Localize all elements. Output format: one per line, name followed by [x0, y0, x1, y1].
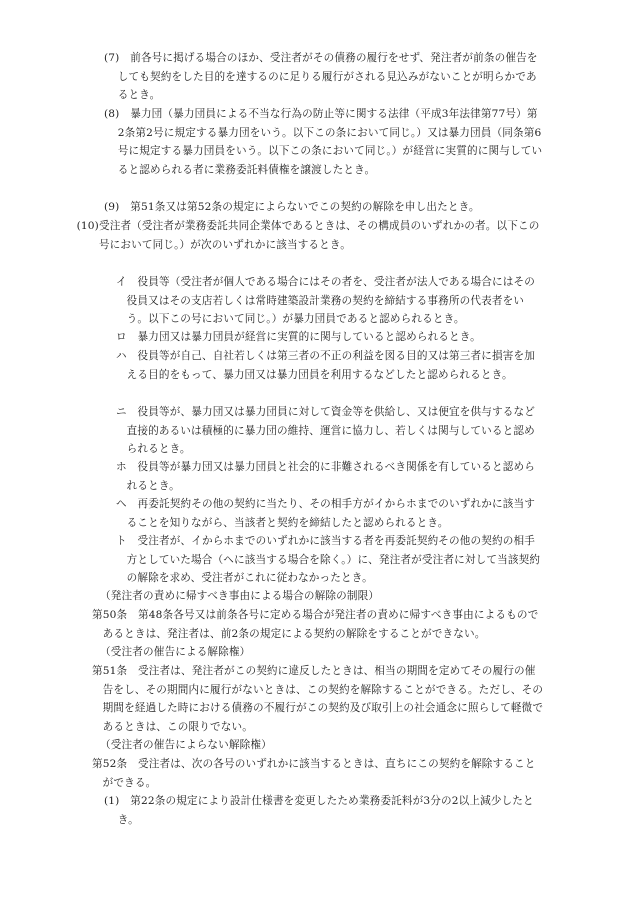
article-50-text: 第50条 第48条各号又は前条各号に定める場合が発注者の責めに帰すべき事由によるものであるときは、発注者は、前2条の規定による契約の解除をすることができない。: [92, 609, 539, 640]
article-52-text: 第52条 受注者は、次の各号のいずれかに該当するときは、直ちにこの契約を解除することができる。: [92, 758, 536, 789]
sub-item-to: ト 受注者が、イからホまでのいずれかに該当する者を再委託契約その他の契約の相手方としていた場合（ヘに該当する場合を除く。）に、発注者が受注者に対して当該契約の解除を求め、受注者がこれに従わなかったとき。: [116, 535, 541, 585]
list-item-9: (9) 第51条又は第52条の規定によらないでこの契約の解除を申し出たとき。: [104, 201, 480, 213]
article-51-heading: （受注者の催告による解除権）: [100, 646, 251, 658]
sub-item-ha: ハ 役員等が自己、自社若しくは第三者の不正の利益を図る目的又は第三者に損害を加える目的をもって、暴力団又は暴力団員を利用するなどしたと認められるとき。: [116, 350, 536, 381]
list-item-8: (8) 暴力団（暴力団員による不当な行為の防止等に関する法律（平成3年法律第77号）第2条第2号に規定する暴力団をいう。以下この条において同じ。）又は暴力団員（同条第6号に規定する暴力団員をいう。以下この条において同じ。）が経営に実質的に関与していると認められる者に業務委託料債権を譲渡したとき。: [104, 108, 543, 176]
list-item-10: (10)受注者（受注者が業務委託共同企業体であるときは、その構成員のいずれかの者。以下この号において同じ。）が次のいずれかに該当するとき。: [76, 220, 540, 251]
article-52-item-1: (1) 第22条の規定により設計仕様書を変更したため業務委託料が3分の2以上減少したとき。: [104, 795, 534, 826]
sub-item-i: イ 役員等（受注者が個人である場合にはその者を、受注者が法人である場合にはその役員又はその支店若しくは常時建築設計業務の契約を締結する事務所の代表者をいう。以下この号において同じ。）が暴力団員であると認められるとき。: [116, 276, 536, 326]
sub-item-ni: ニ 役員等が、暴力団又は暴力団員に対して資金等を供給し、又は便宜を供与するなど直接的あるいは積極的に暴力団の維持、運営に協力し、若しくは関与していると認められるとき。: [116, 406, 536, 456]
sub-item-ho: ホ 役員等が暴力団又は暴力団員と社会的に非難されるべき関係を有していると認められるとき。: [116, 461, 536, 492]
list-item-7: (7) 前各号に掲げる場合のほか、受注者がその債務の履行をせず、発注者が前条の催告をしても契約をした目的を達するのに足りる履行がされる見込みがないことが明らかであるとき。: [104, 52, 538, 102]
sub-item-he: ヘ 再委託契約その他の契約に当たり、その相手方がイからホまでのいずれかに該当することを知りながら、当該者と契約を締結したと認められるとき。: [116, 498, 536, 529]
sub-item-ro: ロ 暴力団又は暴力団員が経営に実質的に関与していると認められるとき。: [116, 331, 481, 343]
article-52-heading: （受注者の催告によらない解除権）: [100, 739, 272, 751]
article-51-text: 第51条 受注者は、発注者がこの契約に違反したときは、相当の期間を定めてその履行の催告をし、その期間内に履行がないときは、この契約を解除することができる。ただし、その期間を経過した時における債務の不履行がこの契約及び取引上の社会通念に照らして軽微であるときは、この限りでない。: [92, 665, 544, 733]
article-50-heading: （発注者の責めに帰すべき事由による場合の解除の制限）: [100, 590, 380, 602]
